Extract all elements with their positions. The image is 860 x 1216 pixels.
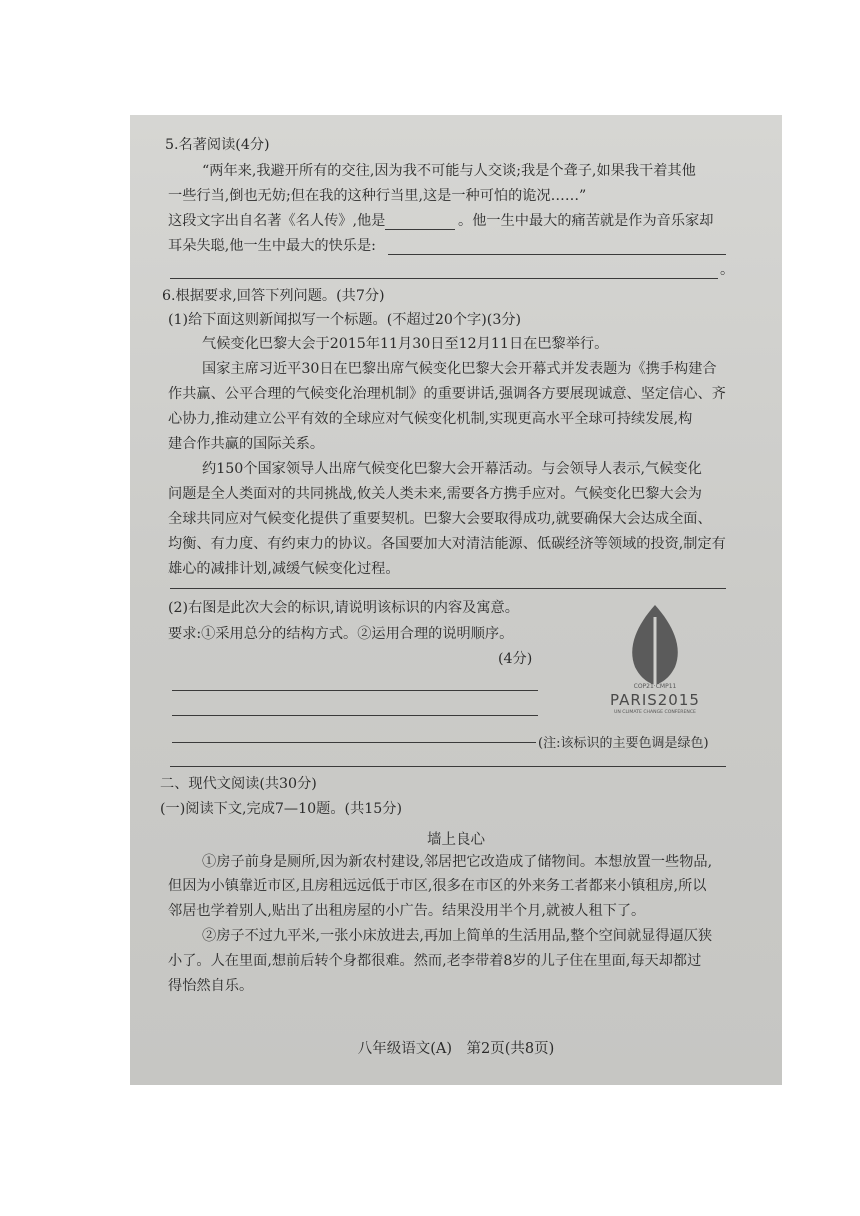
news-line: 均衡、有力度、有约束力的协议。各国要加大对清洁能源、低碳经济等领域的投资,制定有 bbox=[168, 536, 726, 552]
answer-blank[interactable] bbox=[172, 742, 536, 743]
news-line: 问题是全人类面对的共同挑战,攸关人类未来,需要各方携手应对。气候变化巴黎大会为 bbox=[168, 486, 702, 502]
q5-question-text: 。他一生中最大的痛苦就是作为音乐家却 bbox=[458, 213, 714, 229]
logo-note: (注:该标识的主要色调是绿色) bbox=[538, 736, 709, 751]
paris-2015-logo bbox=[605, 603, 705, 723]
logo-sub-text: UN CLIMATE CHANGE CONFERENCE bbox=[614, 710, 696, 715]
q6-score: (4分) bbox=[498, 651, 533, 667]
answer-blank[interactable] bbox=[172, 690, 538, 691]
news-line: 作共赢、公平合理的气候变化治理机制》的重要讲话,强调各方要展现诚意、坚定信心、齐 bbox=[168, 386, 726, 402]
paragraph-line: 得怡然自乐。 bbox=[168, 978, 254, 994]
q6-sub1: (1)给下面这则新闻拟写一个标题。(不超过20个字)(3分) bbox=[168, 312, 522, 328]
section-heading: 二、现代文阅读(共30分) bbox=[160, 776, 317, 792]
q5-heading: 5.名著阅读(4分) bbox=[165, 137, 270, 153]
answer-blank[interactable] bbox=[170, 588, 726, 589]
logo-main-text: PARIS2015 bbox=[610, 691, 700, 709]
q6-heading: 6.根据要求,回答下列问题。(共7分) bbox=[162, 288, 385, 304]
leaf-icon bbox=[605, 603, 705, 685]
q5-question-text: 耳朵失聪,他一生中最大的快乐是: bbox=[168, 238, 376, 254]
news-line: 建合作共赢的国际关系。 bbox=[168, 436, 325, 452]
news-line: 国家主席习近平30日在巴黎出席气候变化巴黎大会开幕式并发表题为《携手构建合 bbox=[202, 361, 717, 377]
end-mark: 。 bbox=[720, 262, 735, 278]
news-line: 心协力,推动建立公平有效的全球应对气候变化机制,实现更高水平全球可持续发展,构 bbox=[168, 411, 693, 427]
paragraph-line: ②房子不过九平米,一张小床放进去,再加上简单的生活用品,整个空间就显得逼仄狭 bbox=[202, 928, 713, 944]
answer-blank[interactable] bbox=[170, 278, 718, 279]
q5-question-text: 这段文字出自名著《名人传》,他是 bbox=[168, 213, 386, 229]
answer-blank[interactable] bbox=[172, 715, 538, 716]
page-footer: 八年级语文(A) 第2页(共8页) bbox=[357, 1041, 555, 1057]
answer-blank[interactable] bbox=[170, 766, 726, 767]
q5-quote-line: 一些行当,倒也无妨;但在我的这种行当里,这是一种可怕的诡况……” bbox=[168, 188, 587, 204]
answer-blank[interactable] bbox=[385, 229, 455, 230]
news-line: 约150个国家领导人出席气候变化巴黎大会开幕活动。与会领导人表示,气候变化 bbox=[202, 461, 702, 477]
paragraph-line: 邻居也学着别人,贴出了出租房屋的小广告。结果没用半个月,就被人租下了。 bbox=[168, 903, 646, 919]
article-title: 墙上良心 bbox=[427, 832, 485, 848]
news-line: 雄心的减排计划,减缓气候变化过程。 bbox=[168, 561, 400, 577]
answer-blank[interactable] bbox=[388, 254, 726, 255]
q6-sub2: (2)右图是此次大会的标识,请说明该标识的内容及寓意。 bbox=[168, 600, 519, 616]
news-line: 气候变化巴黎大会于2015年11月30日至12月11日在巴黎举行。 bbox=[202, 336, 609, 352]
q6-requirement: 要求:①采用总分的结构方式。②运用合理的说明顺序。 bbox=[168, 626, 514, 642]
paragraph-line: 但因为小镇靠近市区,且房租远远低于市区,很多在市区的外来务工者都来小镇租房,所以 bbox=[168, 878, 707, 894]
paragraph-line: ①房子前身是厕所,因为新农村建设,邻居把它改造成了储物间。本想放置一些物品, bbox=[202, 854, 713, 870]
exam-page bbox=[130, 115, 782, 1085]
paragraph-line: 小了。人在里面,想前后转个身都很难。然而,老李带着8岁的儿子住在里面,每天却都过 bbox=[168, 953, 702, 969]
news-line: 全球共同应对气候变化提供了重要契机。巴黎大会要取得成功,就要确保大会达成全面、 bbox=[168, 511, 712, 527]
logo-top-text: COP21·CMP11 bbox=[633, 683, 677, 690]
q5-quote-line: “两年来,我避开所有的交往,因为我不可能与人交谈;我是个聋子,如果我干着其他 bbox=[202, 163, 696, 179]
section-part-heading: (一)阅读下文,完成7—10题。(共15分) bbox=[160, 801, 403, 817]
